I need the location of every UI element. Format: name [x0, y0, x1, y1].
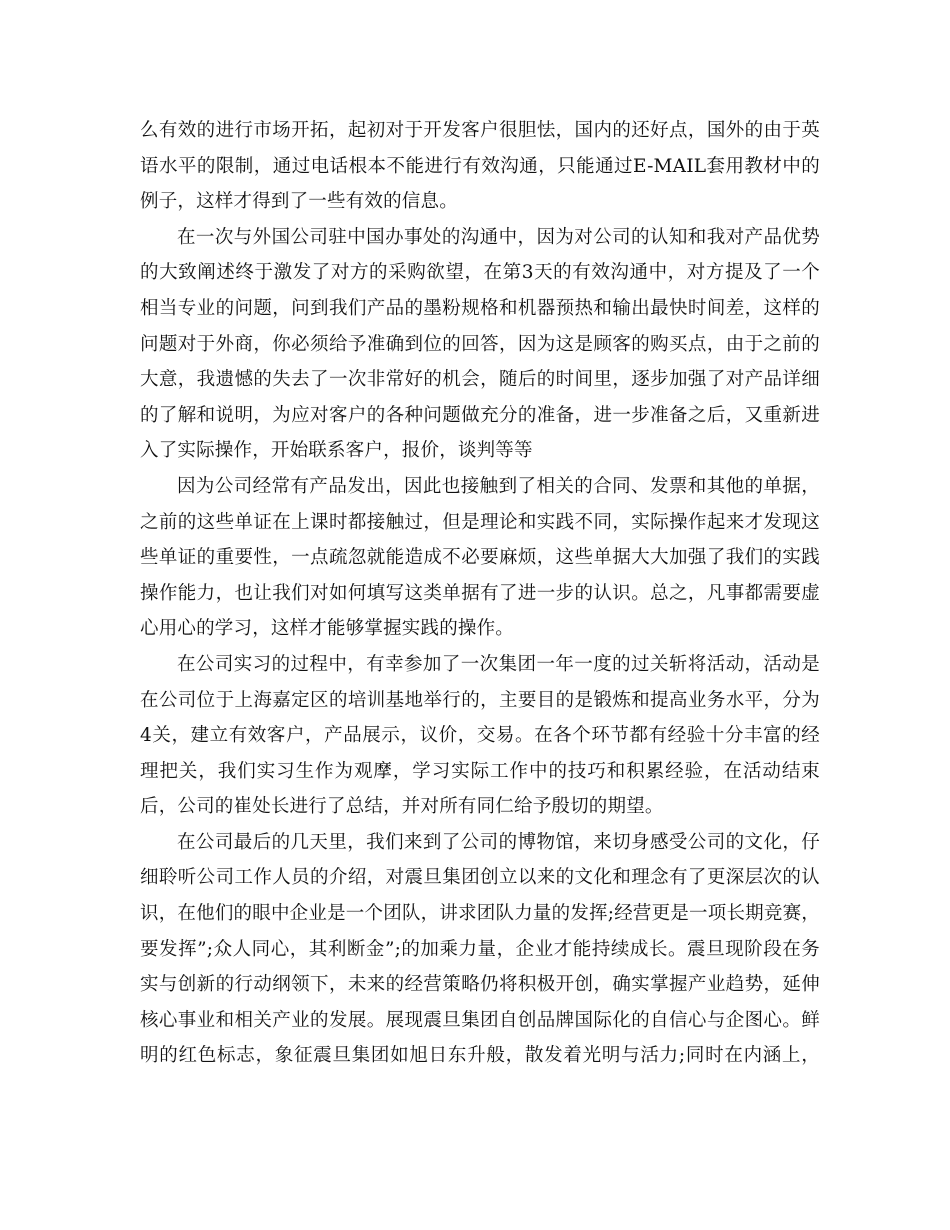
- paragraph-documents: 因为公司经常有产品发出，因此也接触到了相关的合同、发票和其他的单据，之前的这些单证在上课时都接触过，但是理论和实践不同，实际操作起来才发现这些单证的重要性，一点疏忽就能造成不必要麻烦，这些单据大大加强了我们的实践操作能力，也让我们对如何填写这类单据有了进一步的认识。总之，凡事都需要虚心用心的学习，这样才能够掌握实践的操作。: [140, 475, 820, 640]
- paragraph-activity: 在公司实习的过程中，有幸参加了一次集团一年一度的过关斩将活动，活动是在公司位于上海嘉定区的培训基地举行的，主要目的是锻炼和提高业务水平，分为4关，建立有效客户，产品展示，议价，交易。在各个环节都有经验十分丰富的经理把关，我们实习生作为观摩，学习实际工作中的技巧和积累经验，在活动结束后，公司的崔处长进行了总结，并对所有同仁给予殷切的期望。: [140, 653, 820, 818]
- paragraph-continued: 么有效的进行市场开拓，起初对于开发客户很胆怯，国内的还好点，国外的由于英语水平的限制，通过电话根本不能进行有效沟通，只能通过E-MAIL套用教材中的例子，这样才得到了一些有效的信息。: [140, 120, 820, 213]
- paragraph-communication: 在一次与外国公司驻中国办事处的沟通中，因为对公司的认知和我对产品优势的大致阐述终于激发了对方的采购欲望，在第3天的有效沟通中，对方提及了一个相当专业的问题，问到我们产品的墨粉规格和机器预热和输出最快时间差，这样的问题对于外商，你必须给予准确到位的回答，因为这是顾客的购买点，由于之前的大意，我遗憾的失去了一次非常好的机会，随后的时间里，逐步加强了对产品详细的了解和说明，为应对客户的各种问题做充分的准备，进一步准备之后，又重新进入了实际操作，开始联系客户，报价，谈判等等: [140, 226, 820, 462]
- paragraph-museum: 在公司最后的几天里，我们来到了公司的博物馆，来切身感受公司的文化，仔细聆听公司工作人员的介绍，对震旦集团创立以来的文化和理念有了更深层次的认识，在他们的眼中企业是一个团队，讲求团队力量的发挥;经营更是一项长期竞赛，要发挥”;众人同心，其利断金”;的加乘力量，企业才能持续成长。震旦现阶段在务实与创新的行动纲领下，未来的经营策略仍将积极开创，确实掌握产业趋势，延伸核心事业和相关产业的发展。展现震旦集团自创品牌国际化的自信心与企图心。鲜明的红色标志，象征震旦集团如旭日东升般，散发着光明与活力;同时在内涵上，: [140, 831, 820, 1067]
- body-text: [140, 113, 820, 1074]
